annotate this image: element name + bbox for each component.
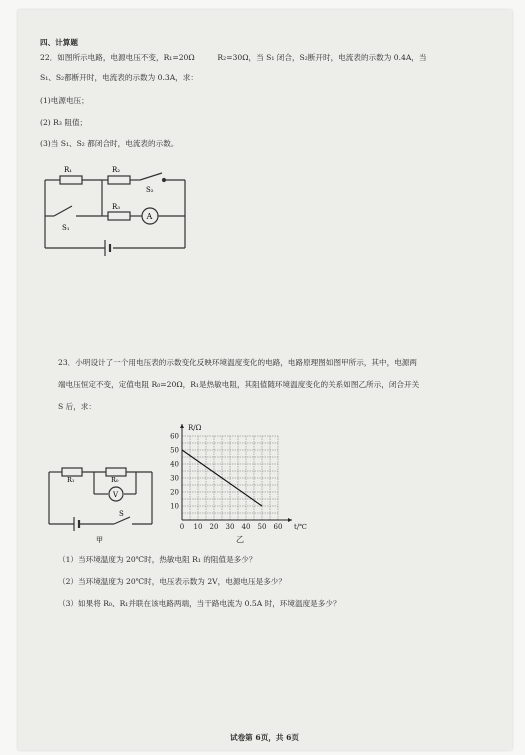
q22-line2: S₁、S₂都断开时，电流表的示数为 0.3A，求： bbox=[40, 73, 198, 82]
page-footer: 试卷第 6页，共 6页 bbox=[230, 733, 300, 742]
x-tick-label: 0 bbox=[179, 523, 185, 531]
x-tick-label: 40 bbox=[241, 523, 251, 531]
y-axis-arrow bbox=[180, 424, 184, 428]
x-axis-label: t/℃ bbox=[294, 523, 308, 531]
q23-line3: S 后，求： bbox=[58, 402, 96, 411]
q23-sub2: （2）当环境温度为 20℃时，电压表示数为 2V，电源电压是多少？ bbox=[58, 577, 286, 586]
q22-s1-label: S₁ bbox=[62, 224, 70, 232]
q23-sub1: （1）当环境温度为 20℃时，热敏电阻 R₁ 的阻值是多少？ bbox=[58, 555, 257, 564]
y-axis-label: R/Ω bbox=[188, 424, 202, 432]
q22-line1: 22．如图所示电路，电源电压不变，R₁=20Ω R₂=30Ω，当 S₁ 闭合，S₂断开时，电流表的示数为 0.4A，当 bbox=[40, 53, 427, 62]
q22-circuit-diagram bbox=[40, 158, 200, 258]
q22-r2-label: R₂ bbox=[112, 166, 121, 174]
q23-line1: 23．小明设计了一个用电压表的示数变化反映环境温度变化的电路，电路原理图如图甲所示，其中，电源两 bbox=[58, 358, 417, 367]
q22-sub3: (3)当 S₁、S₂ 都闭合时，电流表的示数。 bbox=[40, 139, 179, 148]
y-tick-label: 20 bbox=[170, 488, 179, 497]
q23-circuit-diagram bbox=[44, 462, 162, 546]
q23-voltmeter-label: V bbox=[113, 491, 119, 499]
chart-caption: 乙 bbox=[236, 535, 244, 544]
q23-r0-label: R₀ bbox=[111, 476, 119, 484]
q23-r1-label: R₁ bbox=[67, 476, 75, 484]
x-tick-label: 10 bbox=[193, 523, 203, 531]
x-tick-label: 60 bbox=[273, 523, 283, 531]
q22-r1-label: R₁ bbox=[64, 166, 73, 174]
q22-sub2: (2) R₃ 阻值； bbox=[40, 118, 88, 127]
q22-sub1: (1)电源电压； bbox=[40, 96, 89, 105]
y-tick-label: 10 bbox=[170, 502, 179, 511]
q22-s2-label: S₂ bbox=[146, 186, 154, 194]
x-tick-label: 50 bbox=[257, 523, 267, 531]
x-tick-label: 20 bbox=[209, 523, 219, 531]
x-tick-label: 30 bbox=[225, 523, 235, 531]
q22-ammeter-label: A bbox=[146, 212, 153, 221]
q23-switch-label: S bbox=[119, 510, 124, 518]
y-tick-label: 40 bbox=[170, 460, 179, 469]
q23-sub3: （3）如果将 R₀、R₁并联在该电路两端，当干路电流为 0.5A 时，环境温度是多少？ bbox=[58, 599, 341, 608]
y-tick-label: 30 bbox=[170, 474, 179, 483]
q22-r3-label: R₃ bbox=[112, 203, 121, 211]
q23-circuit-caption: 甲 bbox=[96, 536, 103, 544]
y-tick-label: 60 bbox=[170, 432, 179, 441]
y-tick-label: 50 bbox=[170, 446, 179, 455]
resistance-temperature-chart bbox=[160, 422, 320, 552]
q23-line2: 端电压恒定不变，定值电阻 R₀=20Ω，R₁是热敏电阻，其阻值随环境温度变化的关系如图乙所示，闭合开关 bbox=[58, 380, 420, 389]
x-axis-arrow bbox=[288, 518, 292, 522]
section-title: 四、计算题 bbox=[40, 38, 78, 47]
